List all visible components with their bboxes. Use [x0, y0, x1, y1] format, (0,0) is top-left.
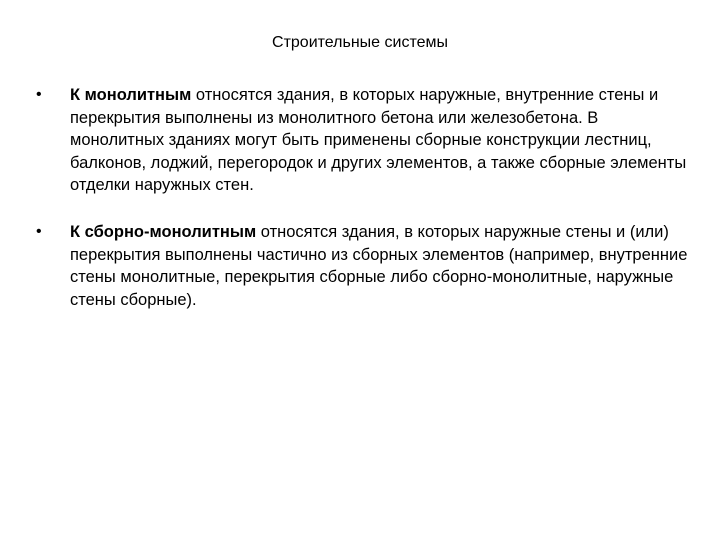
slide-title: Строительные системы	[272, 34, 448, 51]
bullet-body: относятся здания, в которых наружные, внутренние стены и перекрытия выполнены из монолитного бетона или железобетона. В монолитных зданиях могут быть применены сборные конструкции лестниц, балконов, лоджий, перегородок и других элементов, а также сборные элементы отделки наружных стен.	[70, 86, 687, 195]
bullet-dot-icon: •	[36, 222, 42, 240]
bullet-lead-term: К сборно-монолитным	[70, 222, 257, 241]
bullet-text	[70, 221, 696, 311]
bullet-item-precast-monolithic	[36, 221, 696, 311]
bullet-lead-term: К монолитным	[70, 86, 192, 104]
bullet-item-monolithic	[36, 84, 696, 197]
bullet-list	[36, 84, 696, 335]
bullet-text	[70, 84, 696, 197]
bullet-body: относятся здания, в которых наружные стены и (или) перекрытия выполнены частично из сборных элементов (например, внутренние стены монолитные, перекрытия сборные либо сборно-монолитные, наружные стены сборные).	[70, 222, 688, 309]
bullet-dot-icon: •	[36, 86, 42, 103]
